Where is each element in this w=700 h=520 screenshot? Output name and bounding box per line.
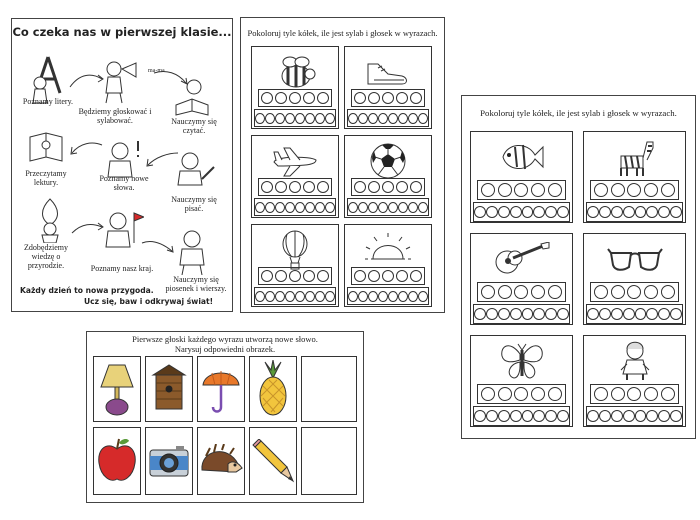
caption-reading: Nauczymy się czytać. <box>171 117 217 135</box>
syllable-circle[interactable] <box>410 92 422 104</box>
sound-circle[interactable] <box>295 291 305 302</box>
sound-circle[interactable] <box>305 202 315 213</box>
syllable-circles <box>258 267 332 285</box>
syllable-circle[interactable] <box>594 183 608 197</box>
sound-circle[interactable] <box>315 113 325 124</box>
syllable-circle[interactable] <box>354 92 366 104</box>
sound-circle[interactable] <box>510 206 522 218</box>
syllable-circle[interactable] <box>531 183 545 197</box>
sound-circle[interactable] <box>486 410 498 422</box>
sound-circle[interactable] <box>658 308 670 320</box>
arrow-icon <box>68 69 108 93</box>
sound-circle[interactable] <box>545 308 557 320</box>
syllable-circle[interactable] <box>368 92 380 104</box>
sound-circle[interactable] <box>533 206 545 218</box>
syllable-circle[interactable] <box>317 92 329 104</box>
sound-circle[interactable] <box>587 410 599 422</box>
syllable-circle[interactable] <box>661 285 675 299</box>
sound-circle[interactable] <box>285 291 295 302</box>
sound-circle[interactable] <box>611 410 623 422</box>
syllable-worksheet-1 <box>240 17 445 313</box>
sound-circle[interactable] <box>646 410 658 422</box>
book-icon <box>26 129 66 167</box>
sound-circle[interactable] <box>522 206 534 218</box>
sound-circle[interactable] <box>388 202 398 213</box>
syllable-circle[interactable] <box>531 387 545 401</box>
sound-circles <box>586 304 683 324</box>
sound-circle[interactable] <box>255 202 265 213</box>
syllable-circle[interactable] <box>275 92 287 104</box>
zebra-icon <box>584 135 685 179</box>
sound-text: ma-ma <box>148 68 165 74</box>
syllable-circle[interactable] <box>514 183 528 197</box>
syllable-circle[interactable] <box>382 181 394 193</box>
caption-letters: Poznamy litery. <box>22 97 74 106</box>
syllable-circle[interactable] <box>627 183 641 197</box>
instruction-line-1: Pierwsze głoski każdego wyrazu utworzą nowe słowo. <box>132 334 318 344</box>
word-cell <box>251 135 339 218</box>
sound-circle[interactable] <box>315 291 325 302</box>
sound-circle[interactable] <box>265 202 275 213</box>
instruction: Pokoloruj tyle kółek, ile jest sylab i głosek w wyrazach. <box>480 108 677 118</box>
sound-circles <box>473 202 570 222</box>
syllable-circle[interactable] <box>275 181 287 193</box>
caption-books: Przeczytamy lektury. <box>25 169 67 187</box>
sound-circle[interactable] <box>533 308 545 320</box>
word-cell <box>583 131 686 223</box>
syllable-circle[interactable] <box>611 387 625 401</box>
sound-circle[interactable] <box>587 206 599 218</box>
syllable-circle[interactable] <box>498 183 512 197</box>
sound-circle[interactable] <box>623 308 635 320</box>
sound-circle[interactable] <box>557 308 569 320</box>
syllable-circle[interactable] <box>368 270 380 282</box>
sneakers-icon <box>345 50 431 94</box>
syllable-circles <box>351 267 425 285</box>
syllable-circle[interactable] <box>368 181 380 193</box>
sound-circle[interactable] <box>285 202 295 213</box>
sound-circle[interactable] <box>388 291 398 302</box>
picture-box-camera <box>145 427 193 495</box>
syllable-circle[interactable] <box>594 285 608 299</box>
sound-circle[interactable] <box>418 291 428 302</box>
syllable-circles <box>477 282 566 302</box>
sound-circles <box>586 406 683 426</box>
sound-circle[interactable] <box>325 202 335 213</box>
syllable-circle[interactable] <box>644 285 658 299</box>
sound-circle[interactable] <box>635 206 647 218</box>
sound-circles <box>254 198 336 216</box>
syllable-circle[interactable] <box>303 270 315 282</box>
sound-circle[interactable] <box>510 308 522 320</box>
sound-circle[interactable] <box>670 308 682 320</box>
sound-circle[interactable] <box>398 113 408 124</box>
sound-circle[interactable] <box>348 291 358 302</box>
sound-circle[interactable] <box>358 113 368 124</box>
doll-icon <box>584 339 685 383</box>
arrow-icon <box>152 67 192 91</box>
sound-circle[interactable] <box>522 308 534 320</box>
sound-circle[interactable] <box>623 206 635 218</box>
sound-circle[interactable] <box>325 291 335 302</box>
syllable-circle[interactable] <box>498 387 512 401</box>
sound-circle[interactable] <box>418 113 428 124</box>
drawing-box-1[interactable] <box>301 356 357 422</box>
syllable-circle[interactable] <box>548 285 562 299</box>
syllable-circle[interactable] <box>410 270 422 282</box>
picture-box-beehive <box>145 356 193 422</box>
syllable-circle[interactable] <box>396 270 408 282</box>
sound-circle[interactable] <box>418 202 428 213</box>
syllable-circle[interactable] <box>317 181 329 193</box>
lamp-icon <box>97 361 137 417</box>
sound-circle[interactable] <box>611 206 623 218</box>
picture-box-umbrella <box>197 356 245 422</box>
sound-circles <box>586 202 683 222</box>
sound-circle[interactable] <box>658 410 670 422</box>
sound-circle[interactable] <box>658 206 670 218</box>
sound-circle[interactable] <box>388 113 398 124</box>
sound-circle[interactable] <box>265 291 275 302</box>
sound-circle[interactable] <box>557 410 569 422</box>
sound-circles <box>347 198 429 216</box>
sound-circle[interactable] <box>358 291 368 302</box>
airplane-icon <box>252 139 338 183</box>
syllable-circle[interactable] <box>289 181 301 193</box>
syllable-circle[interactable] <box>548 183 562 197</box>
sound-circle[interactable] <box>646 308 658 320</box>
syllable-circles <box>477 180 566 200</box>
sound-circle[interactable] <box>255 291 265 302</box>
arrow-icon <box>144 149 180 173</box>
syllable-circle[interactable] <box>303 181 315 193</box>
sound-circle[interactable] <box>486 206 498 218</box>
sound-circle[interactable] <box>522 410 534 422</box>
syllable-circle[interactable] <box>303 92 315 104</box>
syllable-circle[interactable] <box>410 181 422 193</box>
syllable-circle[interactable] <box>354 270 366 282</box>
syllable-circles <box>590 282 679 302</box>
syllable-circle[interactable] <box>627 387 641 401</box>
syllable-circle[interactable] <box>382 270 394 282</box>
umbrella-icon <box>201 361 241 417</box>
picture-box-apple <box>93 427 141 495</box>
sound-circle[interactable] <box>305 291 315 302</box>
picture-box-hedgehog <box>197 427 245 495</box>
sound-circle[interactable] <box>670 206 682 218</box>
child-with-flag-icon <box>100 209 144 253</box>
syllable-circle[interactable] <box>481 387 495 401</box>
footer-line-1: Każdy dzień to nowa przygoda. <box>20 286 154 295</box>
sound-circle[interactable] <box>545 206 557 218</box>
sound-circle[interactable] <box>378 291 388 302</box>
syllable-circle[interactable] <box>627 285 641 299</box>
sound-circle[interactable] <box>599 206 611 218</box>
hot-air-balloon-icon <box>252 228 338 272</box>
sound-circle[interactable] <box>368 113 378 124</box>
syllable-circle[interactable] <box>594 387 608 401</box>
pencil-icon <box>251 439 295 483</box>
word-cell <box>583 335 686 427</box>
intro-worksheet <box>11 18 233 312</box>
sound-circle[interactable] <box>275 202 285 213</box>
arrow-icon <box>140 237 176 257</box>
caption-country: Poznamy nasz kraj. <box>90 264 154 273</box>
word-cell <box>470 335 573 427</box>
sound-circle[interactable] <box>646 206 658 218</box>
sound-circle[interactable] <box>368 291 378 302</box>
instruction-line-2: Narysuj odpowiedni obrazek. <box>174 344 276 354</box>
pineapple-icon <box>253 360 293 418</box>
sound-circle[interactable] <box>348 113 358 124</box>
child-with-plant-icon <box>28 195 72 243</box>
sound-circle[interactable] <box>557 206 569 218</box>
word-cell <box>344 135 432 218</box>
sound-circle[interactable] <box>498 206 510 218</box>
caption-spelling: Będziemy głoskować i sylabować. <box>78 107 152 125</box>
sound-circle[interactable] <box>325 113 335 124</box>
arrow-icon <box>70 219 106 239</box>
sound-circle[interactable] <box>533 410 545 422</box>
first-sounds-worksheet <box>86 331 364 503</box>
syllable-circle[interactable] <box>354 181 366 193</box>
syllable-worksheet-2 <box>461 95 696 439</box>
syllable-circle[interactable] <box>261 181 273 193</box>
syllable-circles <box>590 180 679 200</box>
syllable-circle[interactable] <box>498 285 512 299</box>
syllable-circles <box>351 89 425 107</box>
sound-circle[interactable] <box>255 113 265 124</box>
sound-circle[interactable] <box>623 410 635 422</box>
syllable-circle[interactable] <box>289 92 301 104</box>
sound-circle[interactable] <box>635 308 647 320</box>
syllable-circle[interactable] <box>644 387 658 401</box>
footer-line-2: Ucz się, baw i odkrywaj świat! <box>84 297 214 306</box>
word-cell <box>344 46 432 129</box>
syllable-circle[interactable] <box>261 270 273 282</box>
caption-songs: Nauczymy się piosenek i wierszy. <box>165 275 227 293</box>
syllable-circle[interactable] <box>548 387 562 401</box>
soccer-ball-icon <box>345 139 431 183</box>
word-cell <box>251 46 339 129</box>
arrow-icon <box>68 139 104 163</box>
sound-circle[interactable] <box>368 202 378 213</box>
sound-circle[interactable] <box>348 202 358 213</box>
butterfly-icon <box>471 339 572 383</box>
syllable-circle[interactable] <box>481 285 495 299</box>
word-cell <box>470 233 573 325</box>
guitar-icon <box>471 237 572 281</box>
word-cell <box>583 233 686 325</box>
sound-circle[interactable] <box>305 113 315 124</box>
syllable-circle[interactable] <box>481 183 495 197</box>
apple-icon <box>97 437 137 485</box>
syllable-circle[interactable] <box>261 92 273 104</box>
caption-writing: Nauczymy się pisać. <box>171 195 217 213</box>
picture-box-lamp <box>93 356 141 422</box>
sound-circle[interactable] <box>498 308 510 320</box>
sound-circle[interactable] <box>408 113 418 124</box>
sound-circle[interactable] <box>474 206 486 218</box>
sound-circle[interactable] <box>315 202 325 213</box>
caption-words: Poznamy nowe słowa. <box>99 174 149 192</box>
sound-circles <box>347 109 429 127</box>
syllable-circle[interactable] <box>396 181 408 193</box>
sound-circle[interactable] <box>295 113 305 124</box>
syllable-circles <box>258 89 332 107</box>
camera-icon <box>148 444 190 478</box>
child-singing-icon <box>170 227 214 275</box>
syllable-circle[interactable] <box>531 285 545 299</box>
word-cell <box>251 224 339 307</box>
sound-circle[interactable] <box>408 291 418 302</box>
caption-nature: Zdobędziemy wiedzę o przyrodzie. <box>24 243 68 270</box>
sound-circle[interactable] <box>635 410 647 422</box>
syllable-circle[interactable] <box>289 270 301 282</box>
sound-circle[interactable] <box>285 113 295 124</box>
syllable-circle[interactable] <box>661 183 675 197</box>
syllable-circles <box>477 384 566 404</box>
sound-circle[interactable] <box>611 308 623 320</box>
syllable-circles <box>258 178 332 196</box>
sound-circle[interactable] <box>545 410 557 422</box>
sound-circle[interactable] <box>275 291 285 302</box>
syllable-circle[interactable] <box>317 270 329 282</box>
word-cell <box>344 224 432 307</box>
sound-circle[interactable] <box>398 291 408 302</box>
syllable-circle[interactable] <box>644 183 658 197</box>
syllable-circle[interactable] <box>396 92 408 104</box>
syllable-circle[interactable] <box>514 285 528 299</box>
hedgehog-icon <box>198 444 244 478</box>
sound-circle[interactable] <box>587 308 599 320</box>
syllable-circle[interactable] <box>382 92 394 104</box>
syllable-circle[interactable] <box>611 285 625 299</box>
sound-circle[interactable] <box>295 202 305 213</box>
sound-circle[interactable] <box>398 202 408 213</box>
sound-circles <box>254 287 336 305</box>
beehive-icon <box>149 361 189 417</box>
sound-circle[interactable] <box>378 113 388 124</box>
sunglasses-icon <box>584 237 685 281</box>
intro-title: Co czeka nas w pierwszej klasie... <box>12 25 232 39</box>
sound-circle[interactable] <box>474 308 486 320</box>
syllable-circles <box>351 178 425 196</box>
sound-circles <box>254 109 336 127</box>
instruction <box>87 334 363 354</box>
syllable-circle[interactable] <box>661 387 675 401</box>
syllable-circle[interactable] <box>611 183 625 197</box>
sound-circle[interactable] <box>408 202 418 213</box>
sound-circle[interactable] <box>670 410 682 422</box>
word-cell <box>470 131 573 223</box>
sound-circle[interactable] <box>275 113 285 124</box>
sound-circle[interactable] <box>358 202 368 213</box>
instruction: Pokoloruj tyle kółek, ile jest sylab i głosek w wyrazach. <box>247 28 438 38</box>
sound-circle[interactable] <box>498 410 510 422</box>
sound-circles <box>473 304 570 324</box>
sun-icon <box>345 228 431 272</box>
syllable-circle[interactable] <box>514 387 528 401</box>
sound-circle[interactable] <box>599 308 611 320</box>
fish-icon <box>471 135 572 179</box>
sound-circles <box>473 406 570 426</box>
syllable-circle[interactable] <box>275 270 287 282</box>
drawing-box-2[interactable] <box>301 427 357 495</box>
sound-circle[interactable] <box>486 308 498 320</box>
syllable-circles <box>590 384 679 404</box>
sound-circle[interactable] <box>265 113 275 124</box>
sound-circles <box>347 287 429 305</box>
bee-icon <box>252 50 338 94</box>
picture-box-pineapple <box>249 356 297 422</box>
picture-box-pencil <box>249 427 297 495</box>
sound-circle[interactable] <box>510 410 522 422</box>
sound-circle[interactable] <box>474 410 486 422</box>
sound-circle[interactable] <box>599 410 611 422</box>
sound-circle[interactable] <box>378 202 388 213</box>
